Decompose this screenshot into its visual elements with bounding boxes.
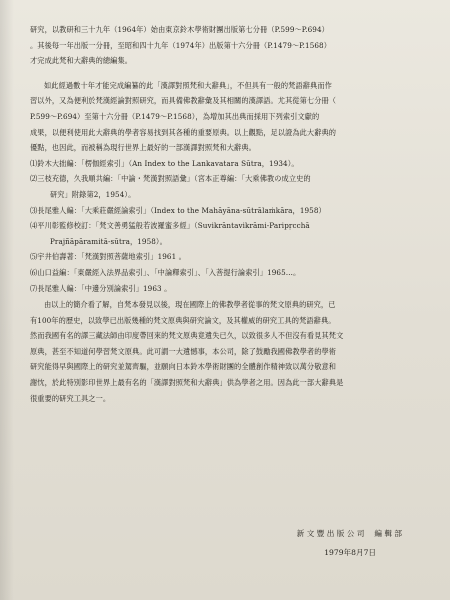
date-line: 1979年8月7日 <box>324 548 376 557</box>
main-line: 習以外，又為便利於梵漢經論對照研究，而具備佛教辭彙及其相關的漢譯語。尤其從第七分冊（ <box>30 96 337 106</box>
list-item-text: ⑶長尾雅人編：「大乘莊嚴經論索引」（Index to the Mahāyāna-sūtrālaṁkāra，1958） <box>30 205 326 215</box>
closing-line: 原典，甚至不知道何學習梵文原典。此可謂一大遺憾事，本公司，除了鼓勵我國佛教學者的學術 <box>30 346 337 356</box>
list-item-text: ⑸宇井伯壽著：「梵漢對照菩薩地索引」1961 。 <box>30 252 186 262</box>
main-line: 如此經過數十年才能完成編纂的此「漢譯對照梵和大辭典」，不但具有一般的梵語辭典而作 <box>44 80 332 90</box>
page-content <box>30 22 432 406</box>
closing-line: 有100年的歷史，以致學已出版幾種的梵文原典與研究論文，及其權威的研究工具的梵語辭典。 <box>30 315 336 325</box>
list-item <box>30 171 432 202</box>
closing-paragraph <box>30 297 432 406</box>
index-list <box>30 156 432 296</box>
intro-line: 才完成此梵和大辭典的總編集。 <box>30 56 133 66</box>
list-item <box>30 218 432 249</box>
list-item-text: ⑷平川彰監修校訂：「梵文善勇猛般若波羅蜜多經」（Suvikrāntavikrāmi-Paripṛcchā <box>30 221 310 231</box>
closing-line: 然而我國有名的譯三藏法師由印度帶回來的梵文原典竟遺失已久，以致很多人不但沒有看見其梵文 <box>30 331 344 341</box>
list-item <box>30 281 432 297</box>
closing-line: 很重要的研究工具之一。 <box>30 393 111 403</box>
list-item-text: ⑵三枝充德，久我順共編：「中論・梵漢對照語彙」（宮本正尊編：「大乘佛教の成立史的 <box>30 174 311 184</box>
main-line: P.599～P.694）至第十六分冊（P.1479～P.1568），為增加其出典而採用下列索引文獻的 <box>30 111 320 121</box>
closing-line: 由以上的簡介看了解，自梵本發見以後，現在國際上的佛教學者從事的梵文原典的研究，已 <box>44 300 336 310</box>
list-item-continuation: Prajñāpāramitā-sūtra，1958）。 <box>50 236 167 246</box>
intro-line: 研究，以教研和三十九年（1964年）始由東京鈴木學術財團出版第七分冊（P.599～P.694） <box>30 25 329 34</box>
list-item-text: ⑹山口益編：「東嚴經入法界品索引」、「中論釋索引」、「入菩提行論索引」1965…。 <box>30 267 301 277</box>
list-item <box>30 156 432 172</box>
main-line: 優點，也因此，而被稱為現行世界上最好的一部漢譯對照梵和大辭典。 <box>30 143 256 153</box>
closing-line: 研究能得早與國際上的研究並駕齊驅，並願向日本鈴木學術財團的全體創作精神致以萬分敬意和 <box>30 362 337 372</box>
list-item <box>30 249 432 265</box>
intro-line: 。其後每一年出版一分冊，至昭和四十九年（1974年）出版第十六分冊（P.1479～P.1568） <box>30 40 332 50</box>
publisher-line: 新 文 豐 出 版 公 司 編 輯 部 <box>296 529 402 538</box>
list-item-continuation: 研究」附錄第2，1954）。 <box>50 189 136 199</box>
closing-line: 謝忱，於此特別影印世界上最有名的「漢譯對照梵和大辭典」供為學者之用。因為此一部大辭典是 <box>30 378 344 388</box>
list-item <box>30 203 432 219</box>
main-paragraph <box>30 78 432 156</box>
list-item-text: ⑺長尾雅人編：「中邊分別論索引」1963 。 <box>30 283 172 293</box>
list-item <box>30 265 432 281</box>
main-line: 成果，以便利使用此大辭典的學者容易找到其各種的重要原典。以上觀點，足以證為此大辭典的 <box>30 127 337 137</box>
intro-paragraph <box>30 22 432 69</box>
list-item-text: ⑴鈴木大拙編：「楞伽經索引」（An Index to the Lankavatara Sūtra，1934）。 <box>30 158 299 168</box>
signature-block <box>30 528 402 558</box>
page-gutter-shadow <box>0 0 14 600</box>
